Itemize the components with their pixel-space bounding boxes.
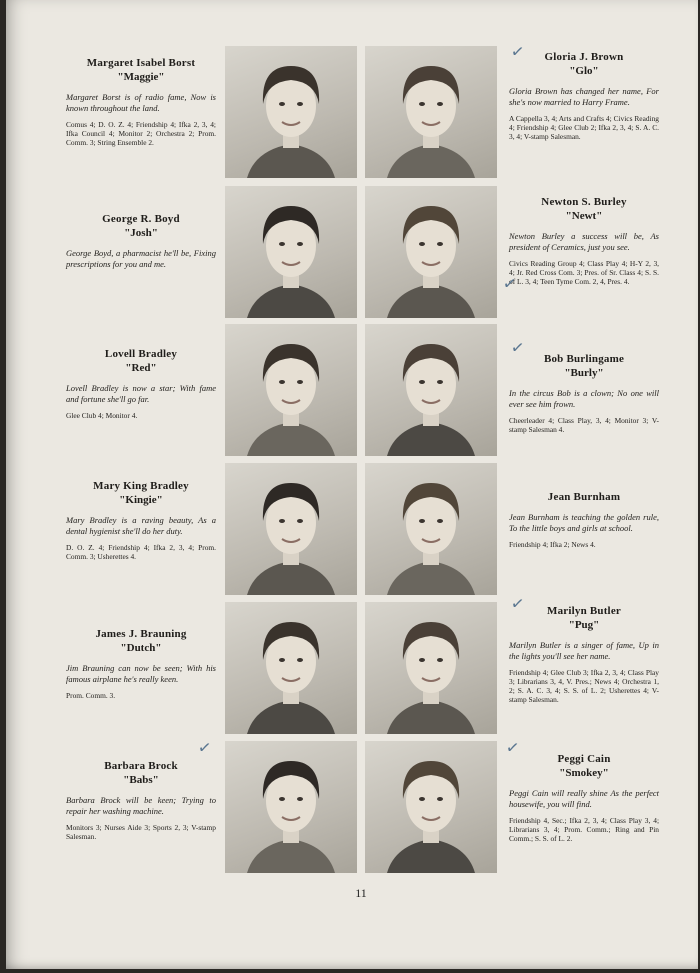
yearbook-page [6,0,698,969]
portrait-photo [225,741,357,873]
student-name: Barbara Brock [104,760,178,772]
entry-bob-burlingame [509,352,659,434]
portrait-photo [225,46,357,178]
student-verse: Jim Brauning can now be seen; With his famous airplane he's really keen. [66,663,216,684]
student-nickname: "Newt" [565,210,603,222]
student-activities: A Cappella 3, 4; Arts and Crafts 4; Civics Reading 4; Friendship 4; Glee Club 2; Ifka 2, 3, 4; S. A. C. 3, 4; V-stamp Salesman. [509,114,659,141]
check-mark-icon: ✓ [509,337,526,358]
student-name: James J. Brauning [95,628,187,640]
entry-jean-burnham [509,490,659,549]
student-verse: Gloria Brown has changed her name, For she's now married to Harry Frame. [509,86,659,107]
student-activities: D. O. Z. 4; Friendship 4; Ifka 2, 3, 4; Prom. Comm. 3; Usherettes 4. [66,543,216,561]
student-nickname: "Smokey" [559,767,609,779]
portrait-photo [365,602,497,734]
student-name: Newton S. Burley [541,196,627,208]
check-mark-icon: ✓ [509,41,526,62]
student-verse: Barbara Brock will be keen; Trying to repair her washing machine. [66,795,216,816]
portrait-photo [365,463,497,595]
student-name: Mary King Bradley [93,480,189,492]
check-mark-icon: ✓ [501,273,518,294]
student-verse: George Boyd, a pharmacist he'll be, Fixing prescriptions for you and me. [66,248,216,269]
entry-newton-burley [509,195,659,286]
student-nickname: "Maggie" [117,71,165,83]
student-verse: In the circus Bob is a clown; No one will ever see him frown. [509,388,659,409]
entry-mary-bradley [66,479,216,561]
student-name: Peggi Cain [557,753,611,765]
student-verse: Lovell Bradley is now a star; With fame and fortune she'll go far. [66,383,216,404]
portrait-photo [225,186,357,318]
student-activities: Monitors 3; Nurses Aide 3; Sports 2, 3; V-stamp Salesman. [66,823,216,841]
student-activities: Glee Club 4; Monitor 4. [66,411,138,420]
entry-james-brauning [66,627,216,700]
portrait-photo [225,602,357,734]
entry-lovell-bradley [66,347,216,420]
student-verse: Margaret Borst is of radio fame, Now is known throughout the land. [66,92,216,113]
student-verse: Newton Burley a success will be, As president of Ceramics, just you see. [509,231,659,252]
student-name: Gloria J. Brown [544,51,624,63]
student-verse: Jean Burnham is teaching the golden rule, To the little boys and girls at school. [509,512,659,533]
student-name: Marilyn Butler [547,605,621,617]
entry-gloria-brown [509,50,659,141]
student-name: Margaret Isabel Borst [86,57,196,69]
portrait-photo [225,324,357,456]
student-nickname: "Burly" [564,367,604,379]
student-nickname: "Babs" [123,774,159,786]
check-mark-icon: ✓ [196,737,213,758]
student-nickname: "Pug" [568,619,600,631]
student-nickname: "Kingie" [119,494,163,506]
student-activities: Comus 4; D. O. Z. 4; Friendship 4; Ifka 2, 3, 4; Ifka Council 4; Monitor 2; Orchestra 2; Prom. Comm. 3; String Ensemble 2. [66,120,216,147]
portrait-photo [365,324,497,456]
entry-barbara-brock [66,759,216,841]
portrait-photo [365,186,497,318]
student-activities: Friendship 4; Ifka 2; News 4. [509,540,596,549]
portrait-photo [365,46,497,178]
student-nickname: "Red" [125,362,157,374]
student-verse: Marilyn Butler is a singer of fame, Up in the lights you'll see her name. [509,640,659,661]
student-activities: Friendship 4; Glee Club 3; Ifka 2, 3, 4; Class Play 3; Librarians 3, 4, V. Pres.; News 4; Orchestra 1, 2; S. A. C. 3, 4; S. S. of L. 2; Usherettes 4; V-stamp Salesman. [509,668,659,704]
student-activities: Friendship 4, Sec.; Ifka 2, 3, 4; Class Play 3, 4; Librarians 3, 4; Prom. Comm.; Ring and Pin Comm.; S. S. of L. 2. [509,816,659,843]
page-number: 11 [355,886,367,900]
student-nickname: "Glo" [569,65,599,77]
entry-marilyn-butler [509,604,659,704]
portrait-photo [365,741,497,873]
entry-margaret-borst [66,56,216,147]
student-activities: Prom. Comm. 3. [66,691,116,700]
check-mark-icon: ✓ [504,737,521,758]
student-nickname: "Dutch" [120,642,162,654]
check-mark-icon: ✓ [509,593,526,614]
student-name: Bob Burlingame [543,353,625,365]
portrait-photo [225,463,357,595]
student-verse: Peggi Cain will really shine As the perfect housewife, you will find. [509,788,659,809]
student-name: Jean Burnham [547,491,621,503]
entry-george-boyd [66,212,216,276]
student-nickname: "Josh" [124,227,158,239]
student-name: George R. Boyd [102,213,180,225]
student-activities: Cheerleader 4; Class Play, 3, 4; Monitor 3; V-stamp Salesman 4. [509,416,659,434]
student-activities: Civics Reading Group 4; Class Play 4; H-Y 2, 3, 4; Jr. Red Cross Com. 3; Pres. of Sr. Class 4; S. S. of L. 3, 4; Teen Tyme Com. 2, 4, Pres. 4. [509,259,659,286]
student-verse: Mary Bradley is a raving beauty, As a dental hygienist she'll do her duty. [66,515,216,536]
student-name: Lovell Bradley [104,348,178,360]
entry-peggi-cain [509,752,659,843]
